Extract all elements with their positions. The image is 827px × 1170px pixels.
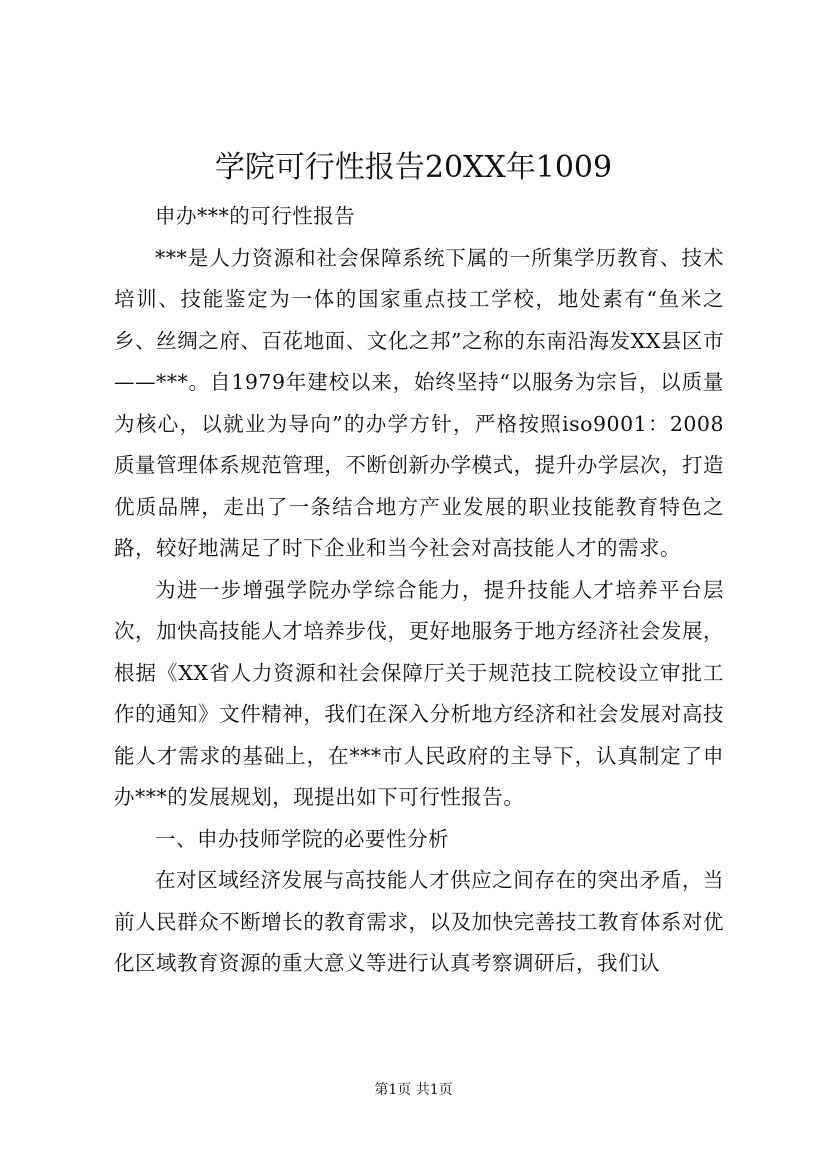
subtitle-paragraph: 申办***的可行性报告 (155, 204, 356, 228)
page-footer: 第1页 共1页 (374, 1082, 453, 1098)
document-title: 学院可行性报告20XX年1009 (214, 150, 613, 185)
intro-paragraph: ***是人力资源和社会保障系统下属的一所集学历教育、技术培训、技能鉴定为一体的国家重点技工学校，地处素有“鱼米之乡、丝绸之府、百花地面、文化之邦”之称的东南沿海发XX县区市——***。自1979年建校以来，始终坚持“以服务为宗旨，以质量为核心，以就业为导向”的办学方针，严格按照iso9001：2008质量管理体系规范管理，不断创新办学模式，提升办学层次，打造优质品牌，走出了一条结合地方产业发展的职业技能教育特色之路，较好地满足了时下企业和当今社会对高技能人才的需求。 (114, 245, 724, 560)
purpose-paragraph: 为进一步增强学院办学综合能力，提升技能人才培养平台层次，加快高技能人才培养步伐，更好地服务于地方经济社会发展，根据《XX省人力资源和社会保障厅关于规范技工院校设立审批工作的通知》文件精神，我们在深入分析地方经济和社会发展对高技能人才需求的基础上，在***市人民政府的主导下，认真制定了申办***的发展规划，现提出如下可行性报告。 (114, 577, 724, 809)
analysis-paragraph: 在对区域经济发展与高技能人才供应之间存在的突出矛盾，当前人民群众不断增长的教育需求，以及加快完善技工教育体系对优化区域教育资源的重大意义等进行认真考察调研后，我们认 (114, 868, 724, 975)
document-body (114, 196, 724, 985)
section-heading: 一、申办技师学院的必要性分析 (155, 826, 449, 851)
